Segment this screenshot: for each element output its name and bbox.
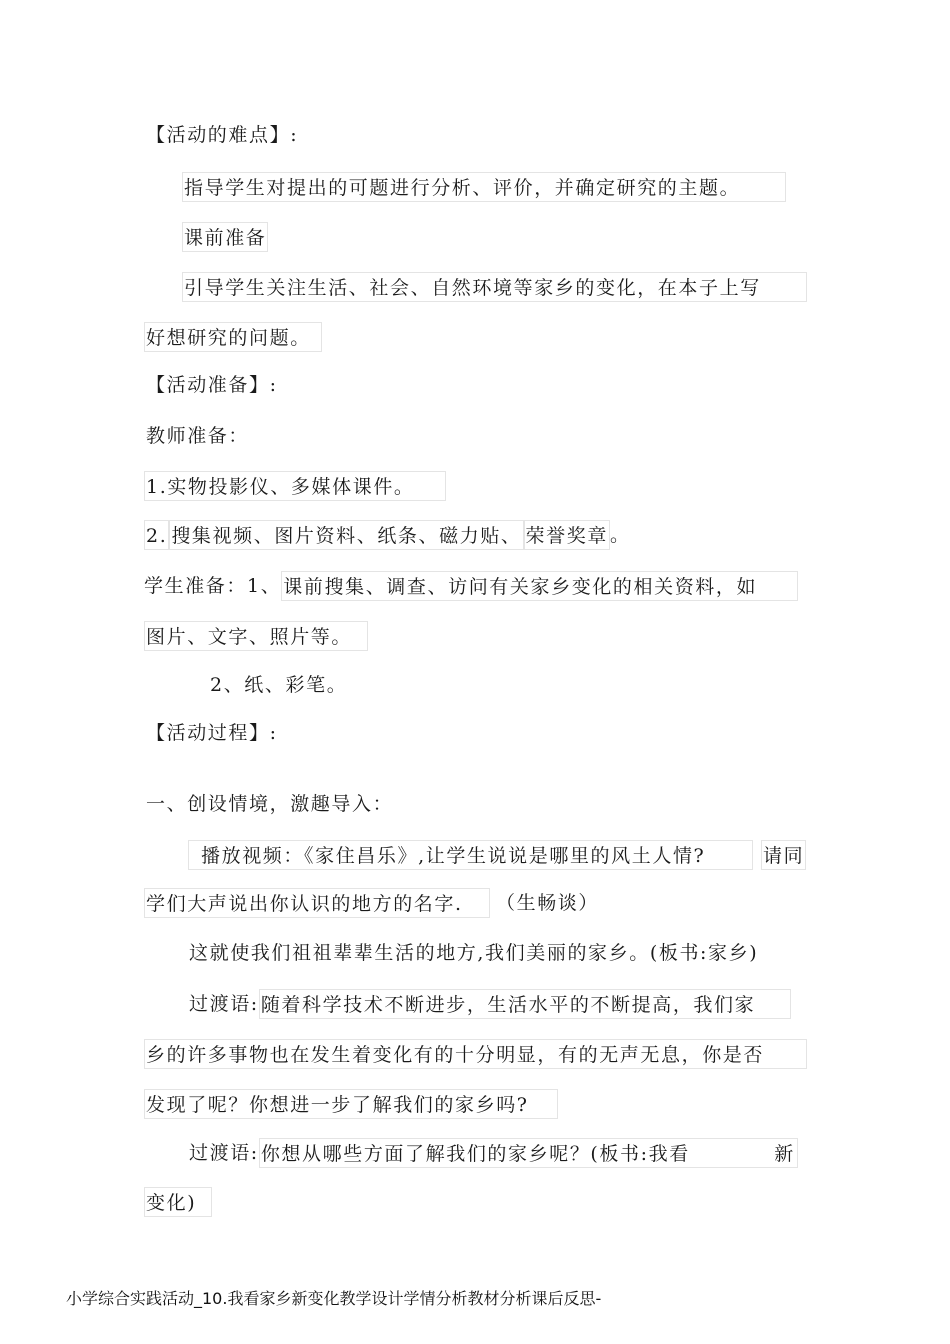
teacher-item-1-box: 1.实物投影仪、多媒体课件。	[144, 471, 446, 501]
difficulty-text	[182, 172, 786, 202]
teacher-item-2-tail: 荣誉奖章	[524, 520, 610, 550]
teacher-prep-label: 教师准备：	[146, 425, 250, 447]
video-line-2-tail: （生畅谈）	[496, 892, 600, 914]
prep-heading: 【活动准备】:	[146, 374, 278, 396]
video-line-2	[144, 888, 599, 918]
teacher-item-2	[144, 520, 631, 550]
transition-1-line3	[144, 1089, 558, 1119]
teacher-item-2-text: 搜集视频、图片资料、纸条、磁力贴、	[169, 520, 523, 550]
video-line-2-box: 学们大声说出你认识的地方的名字.	[144, 888, 490, 918]
student-prep-line2	[144, 621, 368, 651]
transition-2-line1-box	[259, 1138, 798, 1168]
transition-1-line2	[144, 1039, 807, 1069]
transition-2-line2	[144, 1187, 212, 1217]
hometown-line: 这就使我们祖祖辈辈生活的地方,我们美丽的家乡。(板书:家乡)	[189, 942, 759, 964]
video-line-1-box: 播放视频：《家住昌乐》,让学生说说是哪里的风土人情?	[188, 840, 753, 870]
transition-1-line1-box: 随着科学技术不断进步，生活水平的不断提高，我们家	[259, 989, 791, 1019]
student-prep-line1	[144, 571, 798, 601]
student-item-2: 2、纸、彩笔。	[210, 674, 348, 696]
difficulty-text-box: 指导学生对提出的可题进行分析、评价，并确定研究的主题。	[182, 172, 786, 202]
pre-class-label	[182, 222, 268, 252]
process-heading: 【活动过程】:	[146, 722, 278, 744]
transition-1-label: 过渡语:	[189, 993, 259, 1015]
difficulty-heading: 【活动的难点】:	[146, 124, 299, 146]
teacher-item-2-num: 2.	[144, 520, 169, 550]
video-line-1-tail: 请同	[761, 840, 806, 870]
transition-2-line2-box: 变化)	[144, 1187, 212, 1217]
transition-1-line2-box: 乡的许多事物也在发生着变化有的十分明显，有的无声无息，你是否	[144, 1039, 807, 1069]
pre-class-line2	[144, 322, 322, 352]
student-prep-label: 学生准备：1、	[144, 575, 282, 597]
video-line-1	[188, 840, 806, 870]
footer-document-title: 小学综合实践活动_10.我看家乡新变化教学设计学情分析教材分析课后反思-	[66, 1289, 602, 1308]
pre-class-label-box: 课前准备	[182, 222, 268, 252]
student-item-1-line1: 课前搜集、调查、访问有关家乡变化的相关资料，如	[281, 571, 798, 601]
pre-class-line1-box: 引导学生关注生活、社会、自然环境等家乡的变化，在本子上写	[182, 272, 807, 302]
teacher-item-1	[144, 471, 446, 501]
transition-2-label: 过渡语:	[189, 1142, 259, 1164]
section-1-title: 一、创设情境，激趣导入：	[146, 793, 394, 815]
transition-2-text: 你想从哪些方面了解我们的家乡呢？(板书:我看	[260, 1143, 690, 1165]
transition-1-line3-box: 发现了呢？你想进一步了解我们的家乡吗?	[144, 1089, 558, 1119]
pre-class-line2-box: 好想研究的问题。	[144, 322, 322, 352]
teacher-item-2-end: 。	[609, 524, 631, 546]
pre-class-line1	[182, 272, 807, 302]
transition-1-line1	[189, 989, 791, 1019]
transition-2-tail: 新	[774, 1143, 795, 1165]
transition-2-line1	[189, 1138, 798, 1168]
student-item-1-line2: 图片、文字、照片等。	[144, 621, 368, 651]
